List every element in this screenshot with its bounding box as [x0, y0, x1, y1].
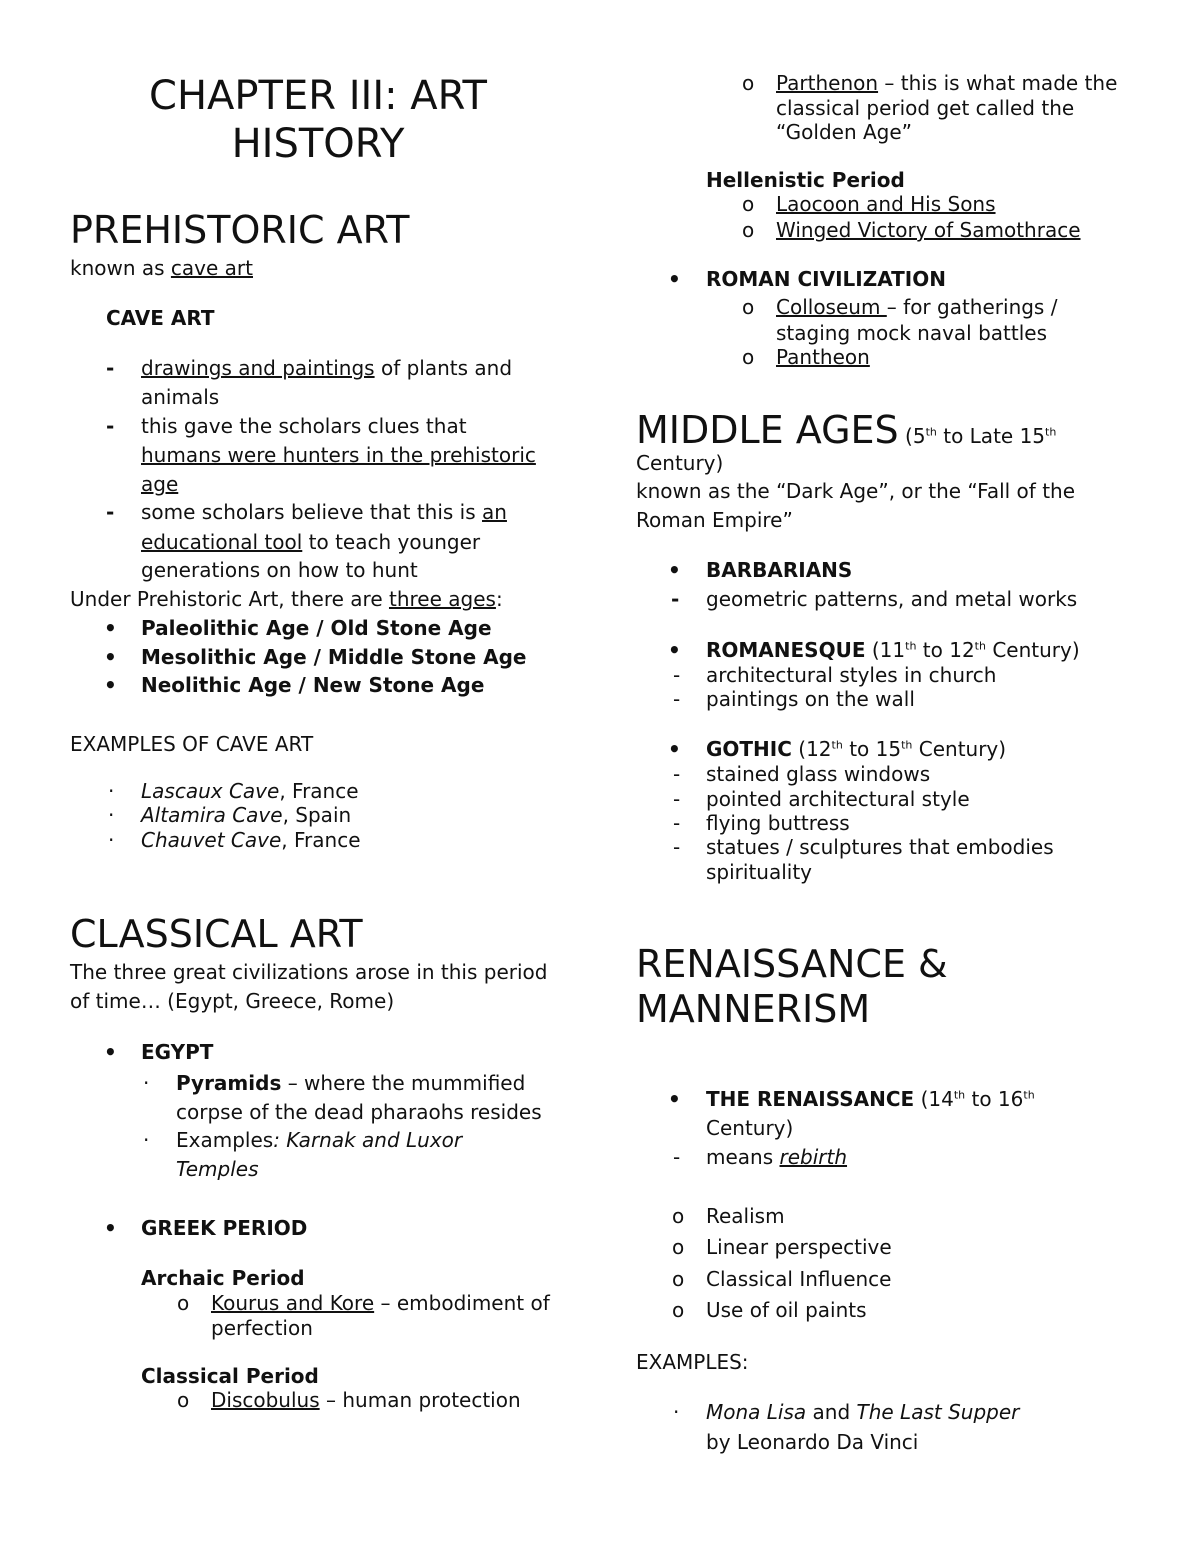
- pantheon-item: Pantheon: [776, 345, 870, 369]
- gothic-item: flying buttress: [706, 811, 850, 835]
- span-text: Century): [912, 737, 1007, 761]
- egypt-examples: [176, 1128, 462, 1152]
- drawings-link: drawings and paintings: [141, 356, 375, 380]
- cave-art-point-1-text: of plants and: [374, 356, 513, 380]
- bullet-dot: •: [104, 673, 117, 697]
- prehistoric-known-as: [70, 256, 253, 280]
- span-text: (11: [871, 638, 906, 662]
- classical-intro: The three great civilizations arose in this period: [70, 960, 548, 984]
- pyramids-label: Pyramids: [176, 1071, 282, 1095]
- dash-bullet: -: [673, 787, 681, 811]
- renaissance-heading-cont: MANNERISM: [636, 987, 871, 1031]
- ages-intro-text: Under Prehistoric Art, there are: [70, 587, 389, 611]
- renaissance-feature: Use of oil paints: [706, 1298, 867, 1322]
- circle-bullet: o: [742, 218, 755, 242]
- middle-ages-known-as: known as the “Dark Age”, or the “Fall of the: [636, 479, 1076, 503]
- bullet-dot: •: [668, 737, 681, 761]
- circle-bullet: o: [672, 1235, 685, 1259]
- span-text: (12: [798, 737, 832, 761]
- rebirth-link: rebirth: [779, 1145, 848, 1169]
- means-text: means: [706, 1145, 780, 1169]
- circle-bullet: o: [742, 192, 755, 216]
- page-title: CHAPTER III: ART HISTORY: [149, 73, 487, 167]
- cave-art-point-3-cont: [141, 530, 480, 554]
- ages-intro-colon: :: [495, 587, 503, 611]
- gothic-item: stained glass windows: [706, 762, 931, 786]
- cave-art-point-3: [141, 500, 507, 524]
- bullet-dot: •: [668, 558, 681, 582]
- dash-bullet: -: [673, 687, 681, 711]
- dash-bullet: -: [673, 811, 681, 835]
- hellenistic-item: Winged Victory of Samothrace: [776, 218, 1081, 242]
- span-sup: th: [974, 639, 986, 653]
- renaissance-heading: RENAISSANCE &: [636, 942, 948, 986]
- artwork-title: The Last Supper: [856, 1400, 1020, 1424]
- circle-bullet: o: [177, 1291, 190, 1315]
- circle-bullet: o: [672, 1204, 685, 1228]
- span-sup: th: [953, 1088, 966, 1102]
- the-renaissance-heading-line: [706, 1087, 1035, 1111]
- bullet-dot: •: [104, 1040, 117, 1064]
- classical-intro-cont: of time… (Egypt, Greece, Rome): [70, 989, 395, 1013]
- bullet-dot: •: [668, 1087, 681, 1111]
- circle-bullet: o: [742, 345, 755, 369]
- dash-bullet: -: [106, 414, 115, 438]
- and-text: and: [806, 1400, 857, 1424]
- cave-art-point-3-rest: to teach younger: [302, 530, 481, 554]
- renaissance-feature: Realism: [706, 1204, 785, 1228]
- ages-intro: [70, 587, 503, 611]
- middle-ages-known-as-cont: Roman Empire”: [636, 508, 793, 532]
- span-sup: th: [901, 738, 913, 752]
- dash-bullet: -: [106, 500, 115, 524]
- bullet-dot: •: [104, 616, 117, 640]
- small-bullet: ·: [108, 779, 115, 803]
- span-text: (5: [905, 424, 926, 448]
- cave-art-point-2: this gave the scholars clues that: [141, 414, 467, 438]
- roman-heading: ROMAN CIVILIZATION: [706, 267, 946, 291]
- renaissance-feature: Linear perspective: [706, 1235, 892, 1259]
- prehistoric-heading: PREHISTORIC ART: [70, 208, 410, 252]
- pyramids-item: [176, 1071, 525, 1095]
- bullet-dot: •: [104, 645, 117, 669]
- middle-ages-heading: MIDDLE AGES: [636, 408, 899, 452]
- cave-art-link: cave art: [170, 256, 253, 280]
- means-rebirth: [706, 1145, 847, 1169]
- classical-heading: CLASSICAL ART: [70, 912, 363, 956]
- renaissance-feature: Classical Influence: [706, 1267, 892, 1291]
- small-bullet: ·: [108, 803, 115, 827]
- gothic-item: statues / sculptures that embodies: [706, 835, 1054, 859]
- circle-bullet: o: [742, 71, 755, 95]
- parthenon-item-cont2: “Golden Age”: [776, 120, 913, 144]
- pyramids-text: – where the mummified: [281, 1071, 526, 1095]
- the-renaissance-heading: THE RENAISSANCE: [706, 1087, 915, 1111]
- barbarians-item: geometric patterns, and metal works: [706, 587, 1078, 611]
- archaic-text: – embodiment of: [374, 1291, 550, 1315]
- cave-name: Chauvet Cave: [141, 828, 282, 852]
- span-text: to Late 15: [936, 424, 1046, 448]
- archaic-item-cont: perfection: [211, 1316, 313, 1340]
- romanesque-heading-line: [706, 638, 1080, 662]
- cave-art-point-3-cont2: generations on how to hunt: [141, 558, 418, 582]
- span-text: to 16: [965, 1087, 1024, 1111]
- middle-ages-span: [905, 424, 1056, 448]
- cave-art-point-3-text: some scholars believe that this is: [141, 500, 483, 524]
- pyramids-item-cont: corpse of the dead pharaohs resides: [176, 1100, 542, 1124]
- parthenon-item-cont: classical period get called the: [776, 96, 1075, 120]
- gothic-heading-line: [706, 737, 1006, 761]
- circle-bullet: o: [672, 1267, 685, 1291]
- hellenistic-heading: Hellenistic Period: [706, 168, 905, 192]
- archaic-heading: Archaic Period: [141, 1266, 305, 1290]
- cave-place: , France: [279, 779, 359, 803]
- span-sup: th: [831, 738, 843, 752]
- romanesque-item: architectural styles in church: [706, 663, 997, 687]
- span-text: Century): [985, 638, 1080, 662]
- cave-art-point-1: [141, 356, 512, 380]
- hellenistic-item: Laocoon and His Sons: [776, 192, 996, 216]
- small-bullet: ·: [108, 828, 115, 852]
- dash-bullet: -: [673, 1145, 681, 1169]
- three-ages-link: three ages: [388, 587, 496, 611]
- colosseum-link: Colloseum: [776, 295, 887, 319]
- classical-period-heading: Classical Period: [141, 1364, 319, 1388]
- cave-place: , France: [281, 828, 361, 852]
- span-sup: th: [1023, 1088, 1035, 1102]
- cave-example: [141, 828, 361, 852]
- cave-art-point-2-link: humans were hunters in the prehistoric: [141, 443, 536, 467]
- dash-bullet: -: [673, 835, 681, 859]
- discobulus-link: Discobulus: [211, 1388, 320, 1412]
- classical-period-item: [211, 1388, 521, 1412]
- colosseum-item: [776, 295, 1057, 319]
- romanesque-item: paintings on the wall: [706, 687, 915, 711]
- age-item: Mesolithic Age / Middle Stone Age: [141, 645, 527, 669]
- examples-label: Examples: [176, 1128, 274, 1152]
- renaissance-example: [706, 1400, 1019, 1424]
- barbarians-heading: BARBARIANS: [706, 558, 853, 582]
- dash-bullet: -: [671, 587, 680, 611]
- cave-art-point-1-cont: animals: [141, 385, 220, 409]
- archaic-item: [211, 1291, 550, 1315]
- small-bullet: ·: [673, 1400, 680, 1424]
- dash-bullet: -: [673, 663, 681, 687]
- cave-name: Lascaux Cave: [141, 779, 280, 803]
- small-bullet: ·: [143, 1071, 150, 1095]
- the-renaissance-span-cont: Century): [706, 1116, 794, 1140]
- circle-bullet: o: [672, 1298, 685, 1322]
- renaissance-examples-heading: EXAMPLES:: [636, 1350, 749, 1374]
- bullet-dot: •: [104, 1216, 117, 1240]
- span-sup: th: [905, 639, 917, 653]
- span-text: (14: [920, 1087, 954, 1111]
- parthenon-text: – this is what made the: [878, 71, 1118, 95]
- gothic-item: pointed architectural style: [706, 787, 970, 811]
- circle-bullet: o: [177, 1388, 190, 1412]
- artwork-title: Mona Lisa: [706, 1400, 807, 1424]
- egypt-examples-cont: Temples: [176, 1157, 259, 1181]
- parthenon-item: [776, 71, 1117, 95]
- span-text: to 12: [916, 638, 975, 662]
- temples-text: : Karnak and Luxor: [273, 1128, 463, 1152]
- dash-bullet: -: [106, 356, 115, 380]
- kourus-link: Kourus and Kore: [211, 1291, 375, 1315]
- romanesque-heading: ROMANESQUE: [706, 638, 866, 662]
- educational-tool-link: educational tool: [141, 530, 303, 554]
- dash-bullet: -: [673, 762, 681, 786]
- cave-example: [141, 779, 359, 803]
- small-bullet: ·: [143, 1128, 150, 1152]
- bullet-dot: •: [668, 267, 681, 291]
- cave-example: [141, 803, 351, 827]
- cave-art-heading: CAVE ART: [106, 306, 215, 330]
- middle-ages-span-cont: Century): [636, 451, 724, 475]
- renaissance-example-artist: by Leonardo Da Vinci: [706, 1430, 919, 1454]
- an-link: an: [482, 500, 507, 524]
- colosseum-item-cont: staging mock naval battles: [776, 321, 1048, 345]
- parthenon-link: Parthenon: [776, 71, 879, 95]
- known-as-text: known as: [70, 256, 171, 280]
- egypt-heading: EGYPT: [141, 1040, 214, 1064]
- span-sup: th: [1045, 425, 1057, 439]
- span-text: to 15: [842, 737, 902, 761]
- bullet-dot: •: [668, 638, 681, 662]
- colosseum-text: – for gatherings /: [886, 295, 1058, 319]
- gothic-heading: GOTHIC: [706, 737, 792, 761]
- span-sup: th: [925, 425, 937, 439]
- classical-period-text: – human protection: [319, 1388, 521, 1412]
- cave-name: Altamira Cave: [141, 803, 283, 827]
- circle-bullet: o: [742, 295, 755, 319]
- cave-place: , Spain: [282, 803, 352, 827]
- cave-art-point-2-link-cont: age: [141, 472, 179, 496]
- examples-cave-art-heading: EXAMPLES OF CAVE ART: [70, 732, 314, 756]
- age-item: Neolithic Age / New Stone Age: [141, 673, 485, 697]
- greek-heading: GREEK PERIOD: [141, 1216, 308, 1240]
- gothic-item-cont: spirituality: [706, 860, 813, 884]
- age-item: Paleolithic Age / Old Stone Age: [141, 616, 492, 640]
